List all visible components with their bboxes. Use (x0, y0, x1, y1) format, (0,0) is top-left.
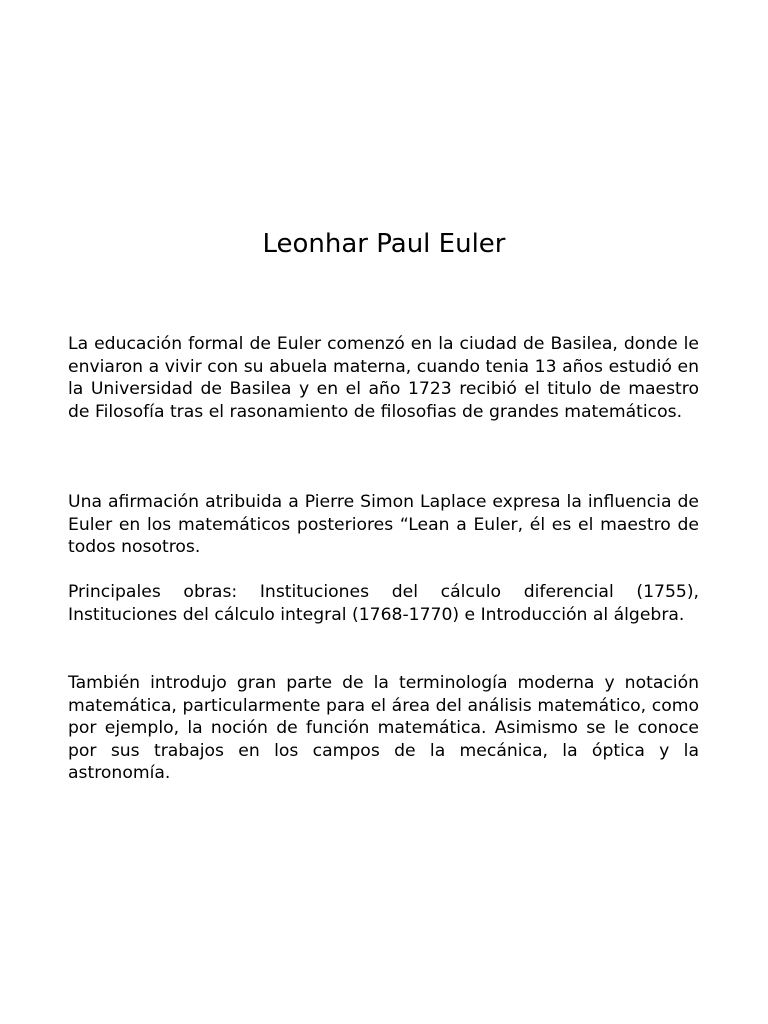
paragraph-laplace-quote: Una afirmación atribuida a Pierre Simon Laplace expresa la influencia de Euler en los matemáticos posteriores “Lean a Euler, él es el maestro de todos nosotros. (68, 492, 699, 558)
paragraph-terminology: También introdujo gran parte de la terminología moderna y notación matemática, particularmente para el área del análisis matemático, como por ejemplo, la noción de función matemática. Asimismo se le conoce por sus trabajos en los campos de la mecánica, la óptica y la astronomía. (68, 673, 699, 784)
document-title: Leonhar Paul Euler (262, 229, 506, 259)
paragraph-main-works: Principales obras: Instituciones del cálculo diferencial (1755), Instituciones del cálculo integral (1768-1770) e Introducción al álgebra. (68, 582, 699, 625)
paragraph-education: La educación formal de Euler comenzó en la ciudad de Basilea, donde le enviaron a vivir con su abuela materna, cuando tenia 13 años estudió en la Universidad de Basilea y en el año 1723 recibió el titulo de maestro de Filosofía tras el rasonamiento de filosofias de grandes matemáticos. (68, 334, 699, 422)
